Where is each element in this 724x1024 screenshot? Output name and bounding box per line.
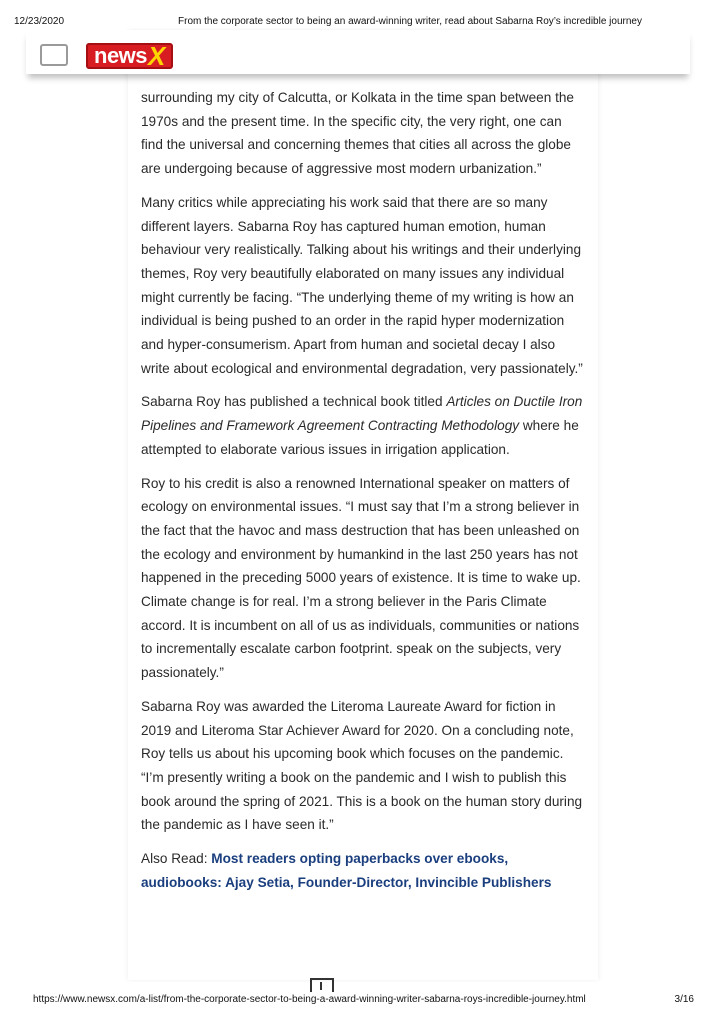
book-title: Articles on Ductile Iron Pipelines and Framework Agreement Contracting Methodology bbox=[141, 394, 583, 434]
print-page-title: From the corporate sector to being an award-winning writer, read about Sabarna Roy’s incredible journey bbox=[178, 16, 642, 27]
print-footer bbox=[0, 994, 724, 1024]
article-paragraph: Many critics while appreciating his work said that there are so many different layers. Sabarna Roy has captured human emotion, human behaviour very realistically. Talking about his writings and their underlying themes, Roy very beautifully elaborated on many issues any individual might currently be facing. “The underlying theme of my writing is how an individual is being pushed to an order in the rapid hyper modernization and hyper-consumerism. Apart from human and societal decay I also write about ecological and environmental degradation, very passionately.” bbox=[141, 194, 583, 376]
logo-box bbox=[86, 40, 173, 71]
article-paragraph: Sabarna Roy was awarded the Literoma Laureate Award for fiction in 2019 and Literoma Star Achiever Award for 2020. On a concluding note, Roy tells us about his upcoming book which focuses on the pandemic. “I’m presently writing a book on the pandemic and I wish to publish this book around the spring of 2021. This is a book on the human story during the pandemic as I have seen it.” bbox=[141, 698, 583, 833]
page-url: https://www.newsx.com/a-list/from-the-corporate-sector-to-being-a-award-winning-writer-sabarna-roys-incredible-journey.html bbox=[33, 994, 586, 1005]
logo-x: X bbox=[148, 40, 166, 71]
article-body bbox=[141, 86, 587, 905]
print-header bbox=[0, 0, 724, 30]
logo-text: news bbox=[94, 43, 148, 68]
paragraph-text: where he attempted to elaborate various issues in irrigation application. bbox=[141, 418, 579, 457]
newsx-logo[interactable] bbox=[86, 42, 173, 70]
also-read-link[interactable]: Most readers opting paperbacks over ebooks, audiobooks: Ajay Setia, Founder-Director, Invincible Publishers bbox=[141, 851, 552, 890]
also-read bbox=[141, 847, 587, 894]
article-paragraph bbox=[141, 390, 587, 461]
site-header bbox=[26, 30, 690, 74]
widget-icon[interactable] bbox=[310, 978, 334, 992]
page-number: 3/16 bbox=[674, 994, 694, 1005]
also-read-label: Also Read: bbox=[141, 851, 212, 867]
menu-icon[interactable] bbox=[40, 44, 68, 66]
article-paragraph: surrounding my city of Calcutta, or Kolkata in the time span between the 1970s and the present time. In the specific city, the very right, one can find the universal and concerning themes that cities all across the globe are undergoing because of aggressive most modern urbanization.” bbox=[141, 90, 574, 177]
article-paragraph: Roy to his credit is also a renowned International speaker on matters of ecology on environmental issues. “I must say that I’m a strong believer in the fact that the havoc and mass destruction that has been unleashed on the ecology and environment by humankind in the last 250 years has not happened in the preceding 5000 years of existence. It is time to wake up. Climate change is for real. I’m a strong believer in the Paris Climate accord. It is incumbent on all of us as individuals, communities or nations to incrementally escalate carbon footprint. speak on the subjects, very passionately.” bbox=[141, 475, 581, 681]
print-date: 12/23/2020 bbox=[14, 16, 65, 27]
paragraph-text: Sabarna Roy has published a technical book titled bbox=[141, 394, 447, 410]
